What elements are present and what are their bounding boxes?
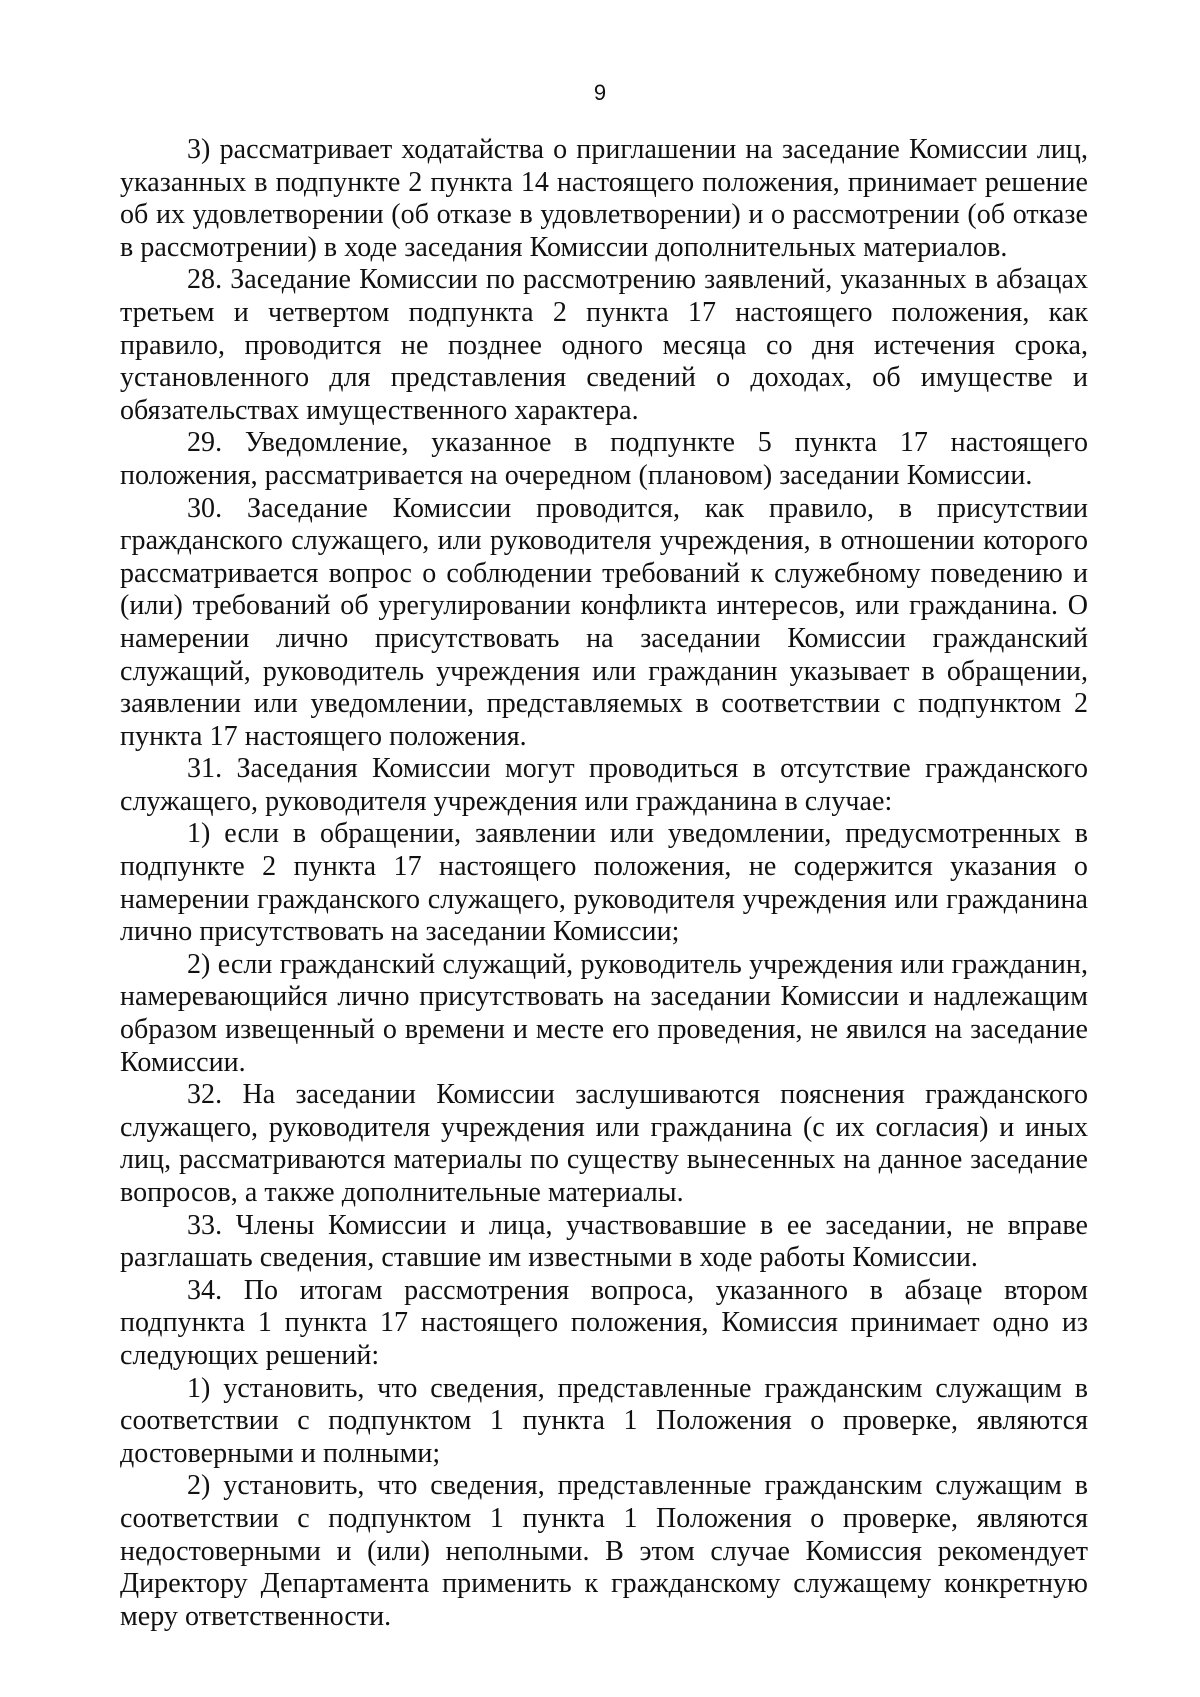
paragraph-31-item-1: 1) если в обращении, заявлении или уведомлении, предусмотренных в подпункте 2 пункта 17 настоящего положения, не содержится указания о намерении гражданского служащего, руководителя учреждения или гражданина лично присутствовать на заседании Комиссии;	[120, 818, 1088, 948]
paragraph-31: 31. Заседания Комиссии могут проводиться в отсутствие гражданского служащего, руководителя учреждения или гражданина в случае:	[120, 753, 1088, 817]
paragraph-28: 28. Заседание Комиссии по рассмотрению заявлений, указанных в абзацах третьем и четвертом подпункта 2 пункта 17 настоящего положения, как правило, проводится не позднее одного месяца со дня истечения срока, установленного для представления сведений о доходах, об имуществе и обязательствах имущественного характера.	[120, 264, 1088, 426]
document-body	[120, 134, 1088, 1633]
paragraph-33: 33. Члены Комиссии и лица, участвовавшие в ее заседании, не вправе разглашать сведения, ставшие им известными в ходе работы Комиссии.	[120, 1209, 1088, 1274]
paragraph-32: 32. На заседании Комиссии заслушиваются пояснения гражданского служащего, руководителя учреждения или гражданина (с их согласия) и иных лиц, рассматриваются материалы по существу вынесенных на данное заседание вопросов, а также дополнительные материалы.	[120, 1079, 1088, 1208]
paragraph-30: 30. Заседание Комиссии проводится, как правило, в присутствии гражданского служащего, или руководителя учреждения, в отношении которого рассматривается вопрос о соблюдении требований к служебному поведению и (или) требований об урегулировании конфликта интересов, или гражданина. О намерении лично присутствовать на заседании Комиссии гражданский служащий, руководитель учреждения или гражданин указывает в обращении, заявлении или уведомлении, представляемых в соответствии с подпунктом 2 пункта 17 настоящего положения.	[120, 492, 1088, 752]
paragraph-29: 29. Уведомление, указанное в подпункте 5 пункта 17 настоящего положения, рассматривается на очередном (плановом) заседании Комиссии.	[120, 427, 1088, 491]
paragraph-34-item-2: 2) установить, что сведения, представленные гражданским служащим в соответствии с подпунктом 1 пункта 1 Положения о проверке, являются недостоверными и (или) неполными. В этом случае Комиссия рекомендует Директору Департамента применить к гражданскому служащему конкретную меру ответственности.	[120, 1470, 1088, 1632]
paragraph-34: 34. По итогам рассмотрения вопроса, указанного в абзаце втором подпункта 1 пункта 17 настоящего положения, Комиссия принимает одно из следующих решений:	[120, 1274, 1088, 1371]
page-number: 9	[593, 80, 607, 105]
paragraph-item-3: 3) рассматривает ходатайства о приглашении на заседание Комиссии лиц, указанных в подпункте 2 пункта 14 настоящего положения, принимает решение об их удовлетворении (об отказе в удовлетворении) и о рассмотрении (об отказе в рассмотрении) в ходе заседания Комиссии дополнительных материалов.	[120, 134, 1088, 263]
paragraph-34-item-1: 1) установить, что сведения, представленные гражданским служащим в соответствии с подпунктом 1 пункта 1 Положения о проверке, являются достоверными и полными;	[120, 1372, 1088, 1469]
paragraph-31-item-2: 2) если гражданский служащий, руководитель учреждения или гражданин, намеревающийся лично присутствовать на заседании Комиссии и надлежащим образом извещенный о времени и месте его проведения, не явился на заседание Комиссии.	[120, 948, 1088, 1078]
